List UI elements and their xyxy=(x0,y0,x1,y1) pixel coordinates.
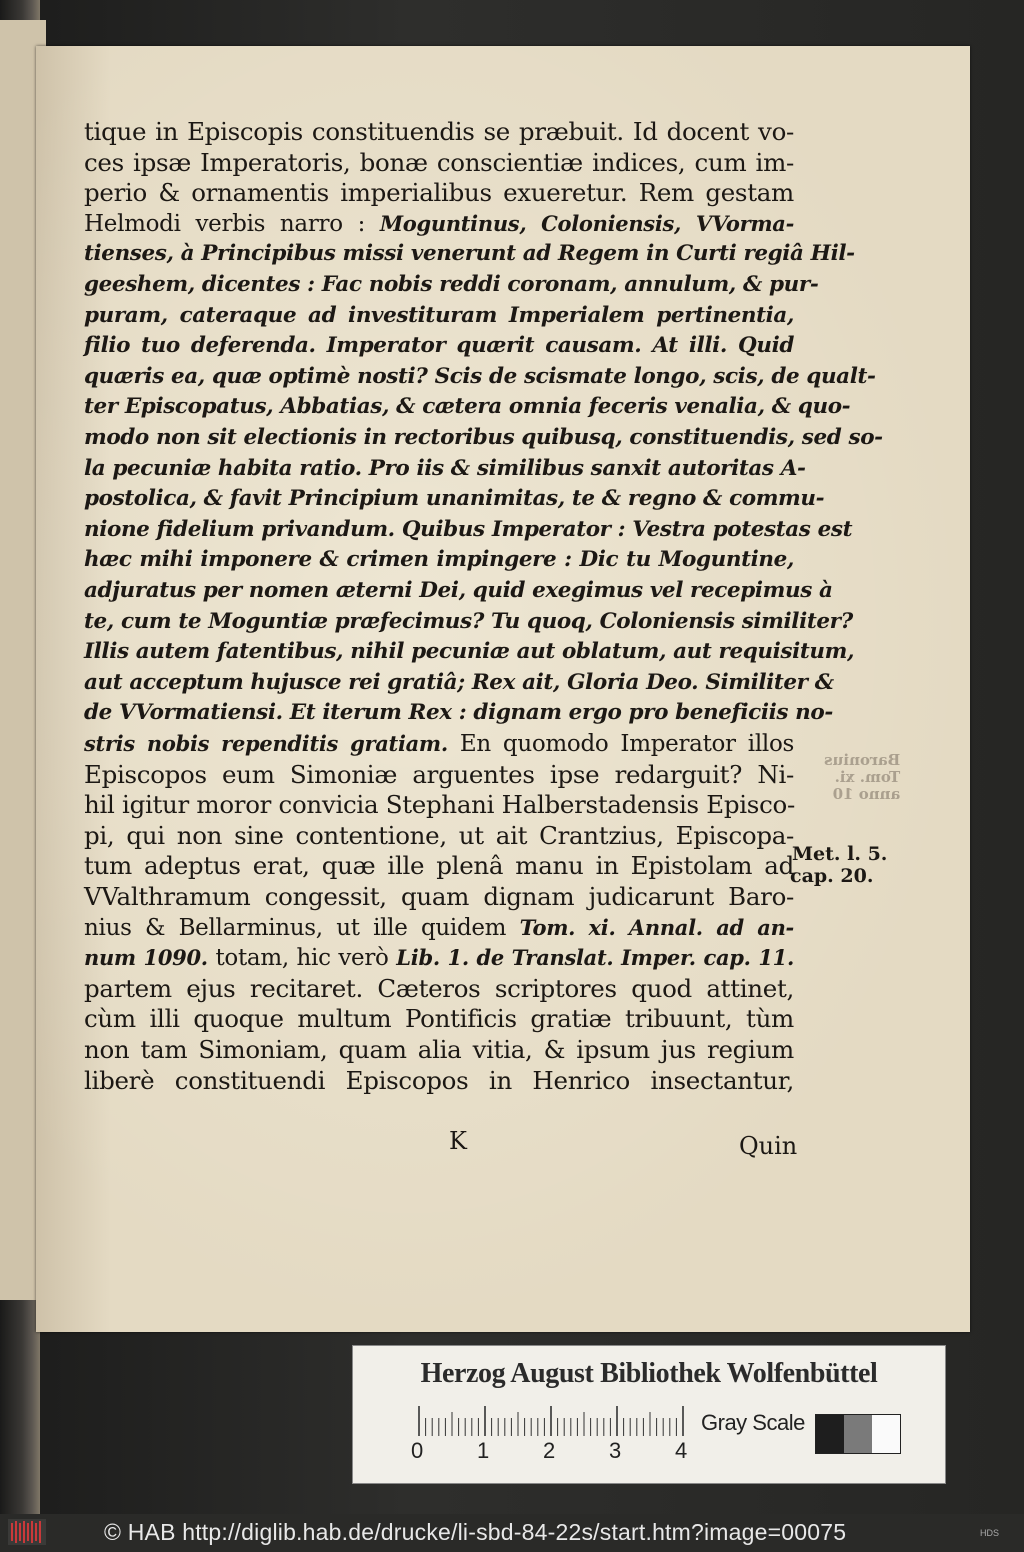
swatch-white xyxy=(872,1415,900,1453)
text-line: num 1090. totam, hic verò Lib. 1. de Translat. Imper. cap. 11. xyxy=(84,945,794,972)
text-line: geeshem, dicentes : Fac nobis reddi coronam, annulum, & pur- xyxy=(84,272,819,297)
swatch-gray xyxy=(844,1415,872,1453)
color-target-card xyxy=(352,1345,946,1484)
text-line: non tam Simoniam, quam alia vitia, & ipsum jus regium xyxy=(84,1035,794,1064)
text-line: partem ejus recitaret. Cæteros scriptores quod attinet, xyxy=(84,973,794,1003)
text-line: tique in Episcopis constituendis se præbuit. Id docent vo- xyxy=(84,117,794,146)
text-line: Helmodi verbis narro : Moguntinus, Coloniensis, VVorma- xyxy=(84,210,794,237)
text-line: pi, qui non sine contentione, ut ait Crantzius, Episcopa- xyxy=(84,820,794,850)
text-line: postolica, & favit Principium unanimitas, te & regno & commu- xyxy=(84,486,825,512)
text-line: perio & ornamentis imperialibus exueretur. Rem gestam xyxy=(84,178,794,208)
ruler-label: 1 xyxy=(477,1438,490,1463)
ruler-scale xyxy=(417,1406,687,1436)
text-line: liberè constituendi Episcopos in Henrico insectantur, xyxy=(84,1065,794,1095)
gray-scale-label: Gray Scale xyxy=(701,1410,805,1435)
copyright-url[interactable]: © HAB http://diglib.hab.de/drucke/li-sbd-84-22s/start.htm?image=00075 xyxy=(104,1519,847,1545)
text-line: ter Episcopatus, Abbatias, & cætera omnia feceris venalia, & quo- xyxy=(84,394,851,420)
text-line: hil igitur moror convicia Stephani Halberstadensis Episco- xyxy=(84,790,795,820)
swatch-black xyxy=(816,1415,844,1453)
ruler-label: 2 xyxy=(543,1438,556,1463)
text-line: nius & Bellarminus, ut ille quidem Tom. xi. Annal. ad an- xyxy=(84,914,794,941)
library-title: Herzog August Bibliothek Wolfenbüttel xyxy=(420,1358,878,1389)
footer-bar xyxy=(0,1514,1024,1552)
footer-mark: HDS xyxy=(980,1528,1000,1538)
margin-note-line: Met. l. 5. xyxy=(792,843,888,865)
text-line: aut acceptum hujusce rei gratiâ; Rex ait, Gloria Deo. Similiter & xyxy=(84,669,834,695)
text-line: cùm illi quoque multum Pontificis gratiæ tribuunt, tùm xyxy=(84,1004,794,1034)
text-line: de VVormatiensi. Et iterum Rex : dignam ergo pro beneficiis no- xyxy=(84,700,833,726)
text-line: la pecuniæ habita ratio. Pro iis & similibus sanxit autoritas A- xyxy=(84,455,806,481)
text-line: Illis autem fatentibus, nihil pecuniæ aut oblatum, aut requisitum, xyxy=(84,639,855,665)
bleed-through-note: Baronius Tom. xi. anno 10 xyxy=(824,751,901,803)
text-line: quæris ea, quæ optimè nosti? Scis de scismate longo, scis, de qualt- xyxy=(84,363,876,389)
text-line: puram, cateraque ad investituram Imperialem pertinentia, xyxy=(84,302,794,328)
gray-swatches xyxy=(815,1414,901,1454)
text-line: adjuratus per nomen æterni Dei, quid exegimus vel recepimus à xyxy=(84,578,833,603)
text-line: tienses, à Principibus missi venerunt ad Regem in Curti regiâ Hil- xyxy=(84,241,855,267)
hab-logo-icon xyxy=(8,1519,46,1545)
text-line: VValthramum congessit, quam dignam judicarunt Baro- xyxy=(84,882,794,911)
text-line: hæc mihi imponere & crimen impingere : Dic tu Moguntine, xyxy=(84,547,794,573)
margin-note xyxy=(792,843,887,887)
text-line: nione fidelium privandum. Quibus Imperator : Vestra potestas est xyxy=(84,516,853,542)
text-line: ces ipsæ Imperatoris, bonæ conscientiæ indices, cum im- xyxy=(84,147,794,177)
ruler-label: 3 xyxy=(609,1438,622,1463)
catchword: Quin xyxy=(739,1132,798,1160)
text-line: Episcopos eum Simoniæ arguentes ipse redarguit? Ni- xyxy=(84,759,794,789)
ruler-label: 4 xyxy=(675,1438,688,1463)
text-line: te, cum te Moguntiæ præfecimus? Tu quoq, Coloniensis similiter? xyxy=(84,608,853,634)
text-line: modo non sit electionis in rectoribus quibusq, constituendis, sed so- xyxy=(84,425,883,450)
text-line: stris nobis rependitis gratiam. En quomodo Imperator illos xyxy=(84,731,794,757)
text-line: filio tuo deferenda. Imperator quærit causam. At illi. Quid xyxy=(84,333,794,359)
ruler-label: 0 xyxy=(411,1438,424,1463)
margin-note-line: cap. 20. xyxy=(790,865,874,887)
signature-mark: K xyxy=(449,1127,467,1155)
text-line: tum adeptus erat, quæ ille plenâ manu in Epistolam ad xyxy=(84,851,794,881)
